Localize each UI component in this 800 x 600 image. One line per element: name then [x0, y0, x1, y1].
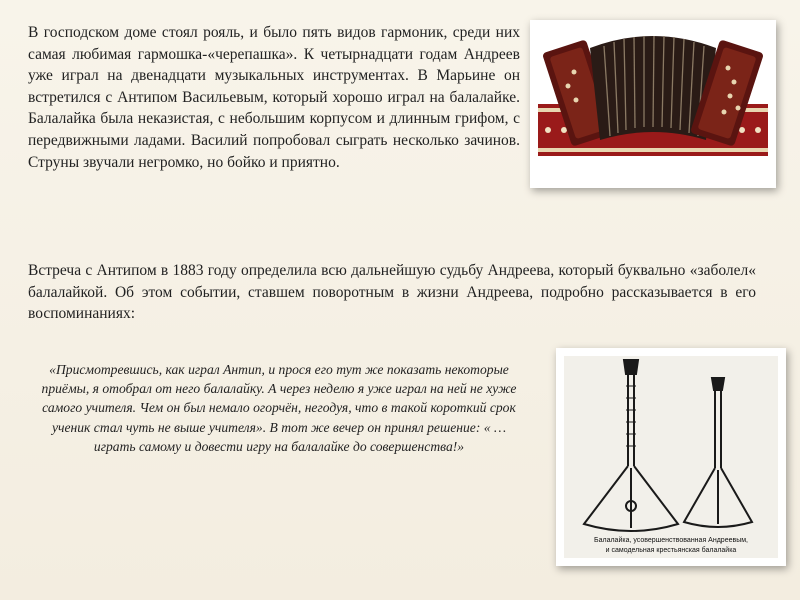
balalaika-photo-frame — [556, 348, 786, 566]
accordion-photo-frame — [530, 20, 776, 188]
paragraph-intro: В господском доме стоял рояль, и было пять видов гармоник, среди них самая любимая гармошка-«черепашка». К четырнадцати годам Андреев уже играл на двенадцати музыкальных инструментах. В Марьине он встретился с Антипом Васильевым, который хорошо играл на балалайке. Балалайка была неказистая, с небольшим корпусом и длинным грифом, с передвижными ладами. Василий попробовал сыграть несколько зачинов. Струны звучали негромко, но бойко и приятно. — [28, 24, 520, 171]
balalaika-caption-line1: Балалайка, усовершенствованная Андреевым, — [594, 537, 748, 544]
paragraph-meeting: Встреча с Антипом в 1883 году определила всю дальнейшую судьбу Андреева, который буквально «заболел« балалайкой. Об этом событии, ставшем поворотным в жизни Андреева, подробно рассказывается в его воспоминаниях: — [28, 262, 756, 323]
accordion-photo-icon — [538, 28, 768, 180]
balalaika-drawing-icon — [564, 356, 778, 558]
memoir-quote: «Присмотревшись, как играл Антип, и прося его тут же показать некоторые приёмы, я отобрал от него балалайку. А через неделю я уже играл на ней не хуже самого учителя. Чем он был немало огорчён, негодуя, что в такой короткий срок ученик стал чуть не выше учителя». В тот же вечер он принял решение: « … играть самому и довести игру на балалайке до совершенства!» — [41, 362, 517, 454]
balalaika-caption-line2: и самодельная крестьянская балалайка — [605, 547, 737, 554]
